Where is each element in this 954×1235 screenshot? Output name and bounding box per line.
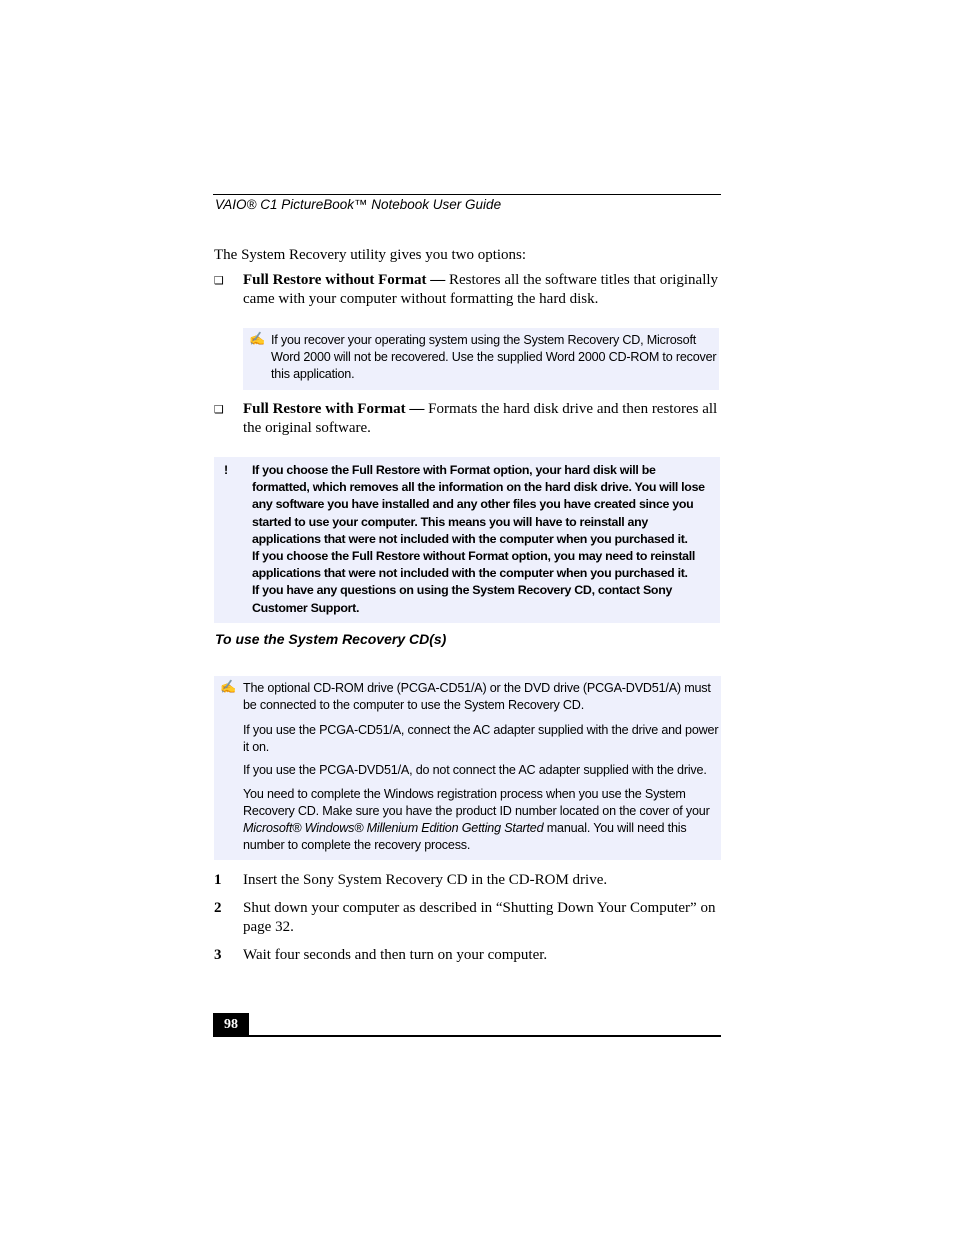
step-text: Wait four seconds and then turn on your computer. — [243, 947, 548, 963]
procedure-heading: To use the System Recovery CD(s) — [215, 631, 447, 647]
step-item — [214, 871, 720, 890]
option-description: Restores all the software titles that originally came with your computer without formatting the hard disk. — [243, 272, 719, 307]
option-description: Formats the hard disk drive and then restores all the original software. — [243, 401, 718, 436]
step-number: 3 — [214, 947, 222, 963]
step-text: Insert the Sony System Recovery CD in the CD-ROM drive. — [243, 872, 608, 888]
pencil-note-icon: ✍ — [220, 679, 236, 694]
warning-box — [214, 457, 720, 623]
header-rule — [213, 194, 721, 195]
note-paragraph: If you use the PCGA-CD51/A, connect the AC adapter supplied with the drive and power it on. — [243, 723, 719, 754]
note-paragraph — [243, 786, 719, 854]
option-full-restore-with-format — [214, 400, 720, 438]
step-item — [214, 899, 720, 937]
warning-paragraph: If you choose the Full Restore without Format option, you may need to reinstall applications that were not included with the computer when you purchased it. — [252, 549, 696, 581]
note-box — [243, 328, 719, 390]
checkbox-bullet-icon: ❑ — [214, 274, 224, 287]
note-text: If you recover your operating system using the System Recovery CD, Microsoft Word 2000 will not be recovered. Use the supplied Word 2000 CD-ROM to recover this application. — [271, 333, 717, 381]
note-box-recovery — [214, 676, 721, 860]
option-title: Full Restore with Format — — [243, 401, 425, 417]
page-number: 98 — [213, 1013, 249, 1036]
step-number: 2 — [214, 900, 222, 916]
step-number: 1 — [214, 872, 222, 888]
checkbox-bullet-icon: ❑ — [214, 403, 224, 416]
manual-title: Microsoft® Windows® Millenium Edition Getting Started — [243, 821, 544, 835]
note-paragraph: If you use the PCGA-DVD51/A, do not connect the AC adapter supplied with the drive. — [243, 763, 707, 777]
running-header: VAIO® C1 PictureBook™ Notebook User Guide — [215, 197, 502, 212]
step-item — [214, 946, 720, 965]
note-paragraph: The optional CD-ROM drive (PCGA-CD51/A) or the DVD drive (PCGA-DVD51/A) must be connected to the computer to use the System Recovery CD. — [243, 681, 711, 712]
warning-paragraph: If you choose the Full Restore with Format option, your hard disk will be formatted, which removes all the information on the hard disk drive. You will lose any software you have installed and any other files you have created since you started to use your computer. This means you will have to reinstall any applications that were not included with the computer when you purchased it. — [252, 463, 705, 546]
intro-paragraph: The System Recovery utility gives you two options: — [214, 247, 527, 263]
pencil-note-icon: ✍ — [249, 331, 265, 346]
note-text: You need to complete the Windows registration process when you use the System Recovery CD. Make sure you have the product ID number located on the cover of your — [243, 787, 710, 818]
step-text: Shut down your computer as described in “Shutting Down Your Computer” on page 32. — [243, 900, 716, 935]
option-full-restore-without-format — [214, 271, 720, 309]
option-title: Full Restore without Format — — [243, 272, 446, 288]
footer-rule — [213, 1035, 721, 1037]
warning-icon: ! — [224, 463, 228, 477]
note-text: manual. You will need this number to complete the recovery process. — [243, 821, 687, 852]
warning-paragraph: If you have any questions on using the System Recovery CD, contact Sony Customer Support. — [252, 583, 673, 615]
